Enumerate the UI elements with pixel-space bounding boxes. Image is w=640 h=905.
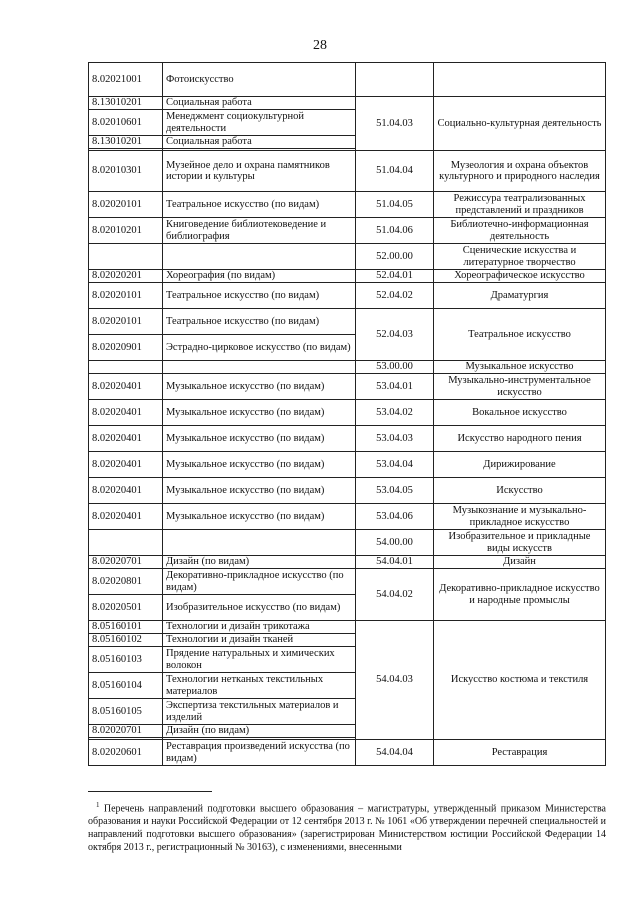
specialty-name-cell: Прядение натуральных и химических волокон (163, 647, 356, 673)
table-row (89, 556, 606, 569)
specialty-name-cell: Музыкальное искусство (по видам) (163, 504, 356, 530)
code-cell: 8.02010601 (89, 110, 163, 136)
specialty-name-cell: Музыкальное искусство (по видам) (163, 452, 356, 478)
specialty-name-cell: Технологии и дизайн тканей (163, 634, 356, 647)
direction-name-cell: Театральное искусство (434, 309, 606, 361)
specialty-correspondence-table (88, 62, 606, 766)
direction-name-cell: Дирижирование (434, 452, 606, 478)
direction-name-cell: Музыкальное искусство (434, 361, 606, 374)
code-cell: 8.02020401 (89, 504, 163, 530)
direction-code-cell (356, 63, 434, 97)
table-row (89, 270, 606, 283)
direction-name-cell: Искусство (434, 478, 606, 504)
table-row (89, 192, 606, 218)
table-row (89, 97, 606, 110)
code-cell: 8.13010201 (89, 97, 163, 110)
specialty-name-cell: Менеджмент социокультурной деятельности (163, 110, 356, 136)
code-cell: 8.02020501 (89, 595, 163, 621)
table-row (89, 569, 606, 595)
table-row (89, 151, 606, 192)
specialty-name-cell: Социальная работа (163, 136, 356, 149)
code-cell (89, 244, 163, 270)
direction-code-cell: 51.04.06 (356, 218, 434, 244)
specialty-name-cell: Экспертиза текстильных материалов и изделий (163, 699, 356, 725)
direction-name-cell: Сценические искусства и литературное творчество (434, 244, 606, 270)
direction-code-cell: 52.00.00 (356, 244, 434, 270)
table-row (89, 283, 606, 309)
table-row (89, 309, 606, 335)
direction-code-cell: 53.04.02 (356, 400, 434, 426)
direction-code-cell: 54.04.03 (356, 621, 434, 740)
specialty-name-cell: Реставрация произведений искусства (по видам) (163, 740, 356, 766)
code-cell: 8.02020101 (89, 309, 163, 335)
direction-code-cell: 53.00.00 (356, 361, 434, 374)
direction-code-cell: 53.04.06 (356, 504, 434, 530)
footnote-marker: 1 (96, 801, 100, 809)
specialty-name-cell (163, 361, 356, 374)
code-cell: 8.02020401 (89, 452, 163, 478)
specialty-name-cell: Социальная работа (163, 97, 356, 110)
code-cell: 8.02020401 (89, 400, 163, 426)
code-cell: 8.02020401 (89, 426, 163, 452)
code-cell: 8.02020601 (89, 740, 163, 766)
specialty-name-cell: Театральное искусство (по видам) (163, 283, 356, 309)
direction-name-cell: Дизайн (434, 556, 606, 569)
table-row (89, 740, 606, 766)
specialty-name-cell: Декоративно-прикладное искусство (по видам) (163, 569, 356, 595)
specialty-name-cell: Книговедение библиотековедение и библиография (163, 218, 356, 244)
table-row (89, 244, 606, 270)
table-row (89, 452, 606, 478)
code-cell: 8.02020701 (89, 556, 163, 569)
direction-code-cell: 54.00.00 (356, 530, 434, 556)
table-row (89, 218, 606, 244)
direction-code-cell: 53.04.05 (356, 478, 434, 504)
direction-code-cell: 54.04.01 (356, 556, 434, 569)
direction-code-cell: 51.04.05 (356, 192, 434, 218)
specialty-name-cell (163, 244, 356, 270)
direction-name-cell: Изобразительное и прикладные виды искусств (434, 530, 606, 556)
code-cell: 8.05160104 (89, 673, 163, 699)
table-row (89, 374, 606, 400)
code-cell: 8.02020801 (89, 569, 163, 595)
code-cell: 8.13010201 (89, 136, 163, 149)
specialty-name-cell: Музыкальное искусство (по видам) (163, 426, 356, 452)
code-cell: 8.02010201 (89, 218, 163, 244)
specialty-name-cell: Театральное искусство (по видам) (163, 309, 356, 335)
direction-name-cell: Музыкально-инструментальное искусство (434, 374, 606, 400)
specialty-name-cell: Дизайн (по видам) (163, 725, 356, 738)
code-cell: 8.02020701 (89, 725, 163, 738)
direction-name-cell: Социально-культурная деятельность (434, 97, 606, 151)
footnote-text: Перечень направлений подготовки высшего образования – магистратуры, утвержденный приказом Министерства образования и науки Российской Федерации от 12 сентября 2013 г. № 1061 «Об утверждении перечней специальностей и направлений подготовки высшего образования» (зарегистрирован Министерством юстиции Российской Федерации 14 октября 2013 г., регистрационный № 30163), с изменениями, внесенными (88, 803, 606, 854)
direction-code-cell: 51.04.04 (356, 151, 434, 192)
direction-name-cell (434, 63, 606, 97)
direction-name-cell: Искусство костюма и текстиля (434, 621, 606, 740)
specialty-name-cell: Дизайн (по видам) (163, 556, 356, 569)
code-cell: 8.02020401 (89, 478, 163, 504)
specialty-name-cell: Изобразительное искусство (по видам) (163, 595, 356, 621)
direction-code-cell: 53.04.03 (356, 426, 434, 452)
specialty-name-cell: Эстрадно-цирковое искусство (по видам) (163, 335, 356, 361)
specialty-name-cell: Технологии нетканых текстильных материалов (163, 673, 356, 699)
table-row (89, 621, 606, 634)
table-row (89, 400, 606, 426)
page-number: 28 (313, 38, 327, 53)
code-cell: 8.05160101 (89, 621, 163, 634)
code-cell: 8.02010301 (89, 151, 163, 192)
specialty-name-cell: Технологии и дизайн трикотажа (163, 621, 356, 634)
specialty-name-cell: Фотоискусство (163, 63, 356, 97)
code-cell: 8.02020401 (89, 374, 163, 400)
direction-name-cell: Музеология и охрана объектов культурного и природного наследия (434, 151, 606, 192)
code-cell: 8.02020101 (89, 192, 163, 218)
table-row (89, 504, 606, 530)
direction-name-cell: Драматургия (434, 283, 606, 309)
direction-name-cell: Режиссура театрализованных представлений и праздников (434, 192, 606, 218)
direction-code-cell: 52.04.01 (356, 270, 434, 283)
code-cell: 8.02020901 (89, 335, 163, 361)
direction-code-cell: 53.04.01 (356, 374, 434, 400)
footnote (88, 799, 606, 854)
direction-name-cell: Реставрация (434, 740, 606, 766)
specialty-name-cell: Музыкальное искусство (по видам) (163, 400, 356, 426)
code-cell: 8.05160103 (89, 647, 163, 673)
direction-code-cell: 54.04.04 (356, 740, 434, 766)
table-row (89, 530, 606, 556)
direction-code-cell: 52.04.02 (356, 283, 434, 309)
direction-code-cell: 52.04.03 (356, 309, 434, 361)
specialty-name-cell: Музыкальное искусство (по видам) (163, 478, 356, 504)
footnote-separator (88, 791, 212, 792)
code-cell: 8.02020101 (89, 283, 163, 309)
direction-name-cell: Декоративно-прикладное искусство и народные промыслы (434, 569, 606, 621)
code-cell: 8.05160102 (89, 634, 163, 647)
direction-name-cell: Искусство народного пения (434, 426, 606, 452)
specialty-name-cell: Хореография (по видам) (163, 270, 356, 283)
code-cell (89, 361, 163, 374)
code-cell (89, 530, 163, 556)
specialty-name-cell: Театральное искусство (по видам) (163, 192, 356, 218)
direction-name-cell: Музыкознание и музыкально-прикладное искусство (434, 504, 606, 530)
table-row (89, 63, 606, 97)
table-row (89, 426, 606, 452)
direction-code-cell: 54.04.02 (356, 569, 434, 621)
code-cell: 8.02020201 (89, 270, 163, 283)
specialty-name-cell: Музыкальное искусство (по видам) (163, 374, 356, 400)
specialty-name-cell (163, 530, 356, 556)
code-cell: 8.02021001 (89, 63, 163, 97)
code-cell: 8.05160105 (89, 699, 163, 725)
table-row (89, 361, 606, 374)
direction-code-cell: 53.04.04 (356, 452, 434, 478)
direction-name-cell: Библиотечно-информационная деятельность (434, 218, 606, 244)
direction-name-cell: Хореографическое искусство (434, 270, 606, 283)
direction-name-cell: Вокальное искусство (434, 400, 606, 426)
table-row (89, 478, 606, 504)
specialty-name-cell: Музейное дело и охрана памятников истории и культуры (163, 151, 356, 192)
direction-code-cell: 51.04.03 (356, 97, 434, 151)
